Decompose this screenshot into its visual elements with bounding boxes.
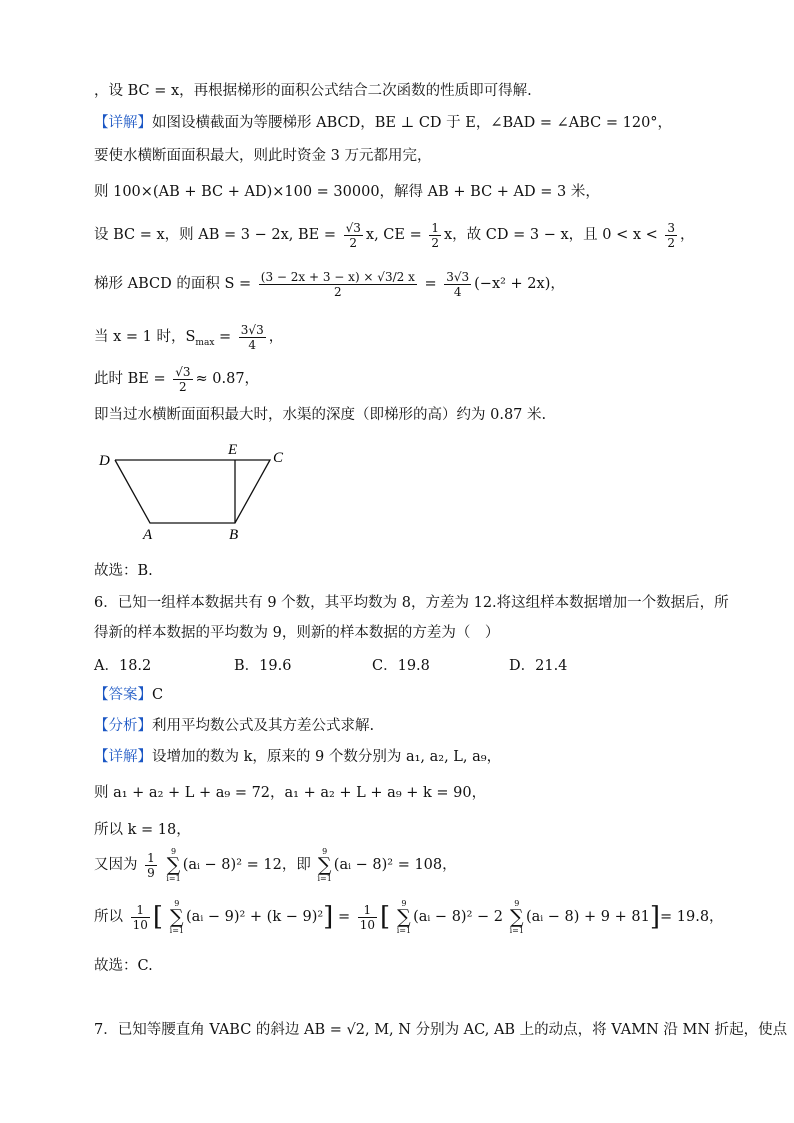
bracket: [ — [379, 902, 391, 932]
label-b: B — [229, 527, 239, 543]
text-line — [94, 362, 259, 396]
text-line: 则 a₁ + a₂ + L + a₉ = 72，a₁ + a₂ + L + a₉ + k = 90， — [94, 785, 487, 801]
fraction-num: √3 — [175, 364, 191, 379]
bracket: ] — [649, 902, 660, 932]
question-6-line1: 6．已知一组样本数据共有 9 个数，其平均数为 8，方差为 12.将这组样本数据增加一个数据后，所 — [94, 595, 729, 611]
sum-symbol — [317, 847, 331, 883]
option-b: B．19.6 — [234, 658, 292, 674]
fraction — [344, 221, 363, 250]
text-line: 要使水横断面面积最大，则此时资金 3 万元都用完， — [94, 148, 432, 164]
analysis-text: 利用平均数公式及其方差公式求解. — [152, 718, 375, 734]
question-7-line1: 7．已知等腰直角 VABC 的斜边 AB = √2, M, N 分别为 AC, AB 上的动点，将 VAMN 沿 MN 折起，使点 — [94, 1022, 788, 1038]
fraction — [444, 270, 471, 299]
question-6-line2: 得新的样本数据的平均数为 9，则新的样本数据的方差为（ ） — [94, 625, 500, 641]
fraction — [259, 270, 417, 299]
text-span: 设 BC = x，则 AB = 3 − 2x, BE = — [94, 227, 336, 243]
text-line: 则 100×(AB + BC + AD)×100 = 30000，解得 AB + BC + AD = 3 米， — [94, 184, 600, 200]
text-span: = — [219, 329, 232, 345]
label-e: E — [228, 442, 238, 458]
detail-text: 设增加的数为 k，原来的 9 个数分别为 a₁, a₂, L, a₉， — [152, 749, 502, 765]
trapezoid-outline — [115, 460, 270, 523]
fraction — [358, 903, 377, 932]
fraction-den: 9 — [147, 865, 155, 880]
sum-symbol — [170, 899, 184, 935]
answer-line — [94, 685, 163, 705]
text-line: ，设 BC = x，再根据梯形的面积公式结合二次函数的性质即可得解. — [94, 83, 532, 99]
option-c: C．19.8 — [372, 658, 430, 674]
sum-sigma: ∑ — [509, 906, 524, 928]
text-span: (aᵢ − 8)² = 108， — [333, 857, 457, 873]
sum-top: 9 — [170, 847, 177, 856]
answer-value: C — [152, 687, 164, 703]
text-span: x, CE = — [365, 227, 422, 243]
sum-bottom: i=1 — [396, 926, 412, 935]
text-span: x，故 CD = 3 − x，且 0 < x < — [443, 227, 658, 243]
text-span: ≈ 0.87， — [195, 371, 260, 387]
label-a: A — [143, 527, 153, 543]
fraction-num: 1 — [431, 220, 439, 235]
fraction — [239, 323, 266, 352]
text-line: 故选：B. — [94, 563, 153, 579]
text-span: = — [424, 276, 437, 292]
fraction-den: 2 — [667, 235, 676, 250]
fraction-num: (3 − 2x + 3 − x) × √3/2 x — [260, 269, 415, 284]
option-d: D．21.4 — [509, 658, 568, 674]
text-span: (aᵢ − 9)² + (k − 9)² — [186, 909, 324, 925]
text-span: 此时 BE = — [94, 371, 166, 387]
fraction-den: 4 — [248, 337, 257, 352]
sum-bottom: i=1 — [166, 874, 181, 883]
fraction-num: 1 — [147, 850, 155, 865]
sum-bottom: i=1 — [317, 874, 332, 883]
fraction-den: 2 — [431, 235, 439, 250]
sum-symbol — [510, 899, 524, 935]
text-line: 故选：C. — [94, 958, 153, 974]
fraction-num: 3√3 — [240, 322, 264, 337]
fraction-den: 2 — [333, 284, 342, 299]
fraction-num: 3√3 — [446, 269, 470, 284]
answer-tag: 【答案】 — [94, 687, 152, 703]
text-line — [94, 113, 672, 133]
bracket: [ — [152, 902, 164, 932]
fraction-den: 4 — [453, 284, 462, 299]
text-line — [94, 320, 283, 360]
analysis-line — [94, 716, 374, 736]
text-span: ， — [680, 227, 695, 243]
label-c: C — [273, 450, 284, 466]
option-a: A．18.2 — [94, 658, 152, 674]
fraction — [145, 851, 157, 880]
fraction-num: 3 — [667, 220, 676, 235]
fraction-num: 1 — [131, 903, 150, 918]
text-span: (−x² + 2x)， — [474, 276, 565, 292]
fraction — [131, 903, 150, 932]
sum-sigma: ∑ — [170, 906, 184, 928]
text-line — [94, 262, 565, 306]
text-span: ， — [268, 329, 284, 345]
text-line: 所以 k = 18， — [94, 822, 191, 838]
text-span: 当 x = 1 时，S — [94, 329, 196, 345]
text-span: 又因为 — [94, 857, 138, 873]
sum-symbol — [397, 899, 411, 935]
sum-top: 9 — [174, 899, 180, 908]
text-span: (aᵢ − 8) + 9 + 81 — [525, 909, 650, 925]
text-span: (aᵢ − 8)² − 2 — [413, 909, 503, 925]
label-d: D — [99, 453, 110, 469]
fraction-num: 1 — [358, 903, 377, 918]
text-span: = — [337, 909, 351, 925]
text-line — [94, 897, 724, 937]
sum-top: 9 — [514, 899, 520, 908]
text-span: S = — [224, 276, 252, 292]
sum-symbol — [166, 847, 180, 883]
text-line — [94, 218, 695, 252]
text-line: 即当过水横断面面积最大时，水渠的深度（即梯形的高）约为 0.87 米. — [94, 407, 547, 423]
fraction-den: 10 — [359, 917, 375, 932]
text-line — [94, 847, 457, 883]
sum-sigma: ∑ — [317, 854, 332, 876]
sum-bottom: i=1 — [509, 926, 524, 935]
detail-tag: 【详解】 — [94, 749, 152, 765]
fraction — [173, 365, 192, 394]
fraction-den: 2 — [179, 379, 187, 394]
trapezoid-figure — [90, 438, 300, 548]
bracket: ] — [323, 902, 334, 932]
sum-top: 9 — [322, 847, 328, 856]
text-span: = 19.8， — [660, 909, 724, 925]
sum-sigma: ∑ — [166, 854, 181, 876]
text-span: 梯形 ABCD 的面积 — [94, 276, 220, 292]
fraction — [665, 221, 677, 250]
fraction-den: 2 — [349, 235, 358, 250]
fraction-num: √3 — [345, 220, 361, 235]
text-span: 如图设横截面为等腰梯形 ABCD，BE ⊥ CD 于 E，∠BAD = ∠ABC = 120°， — [152, 115, 673, 131]
detail-line — [94, 747, 501, 767]
analysis-tag: 【分析】 — [94, 718, 152, 734]
text-span: 所以 — [94, 909, 123, 925]
fraction-den: 10 — [132, 917, 148, 932]
subscript: max — [195, 337, 215, 348]
sum-top: 9 — [401, 899, 407, 908]
sum-sigma: ∑ — [397, 906, 411, 928]
detail-tag: 【详解】 — [94, 115, 152, 131]
sum-bottom: i=1 — [169, 926, 185, 935]
text-span: (aᵢ − 8)² = 12，即 — [182, 857, 311, 873]
fraction — [429, 221, 441, 250]
